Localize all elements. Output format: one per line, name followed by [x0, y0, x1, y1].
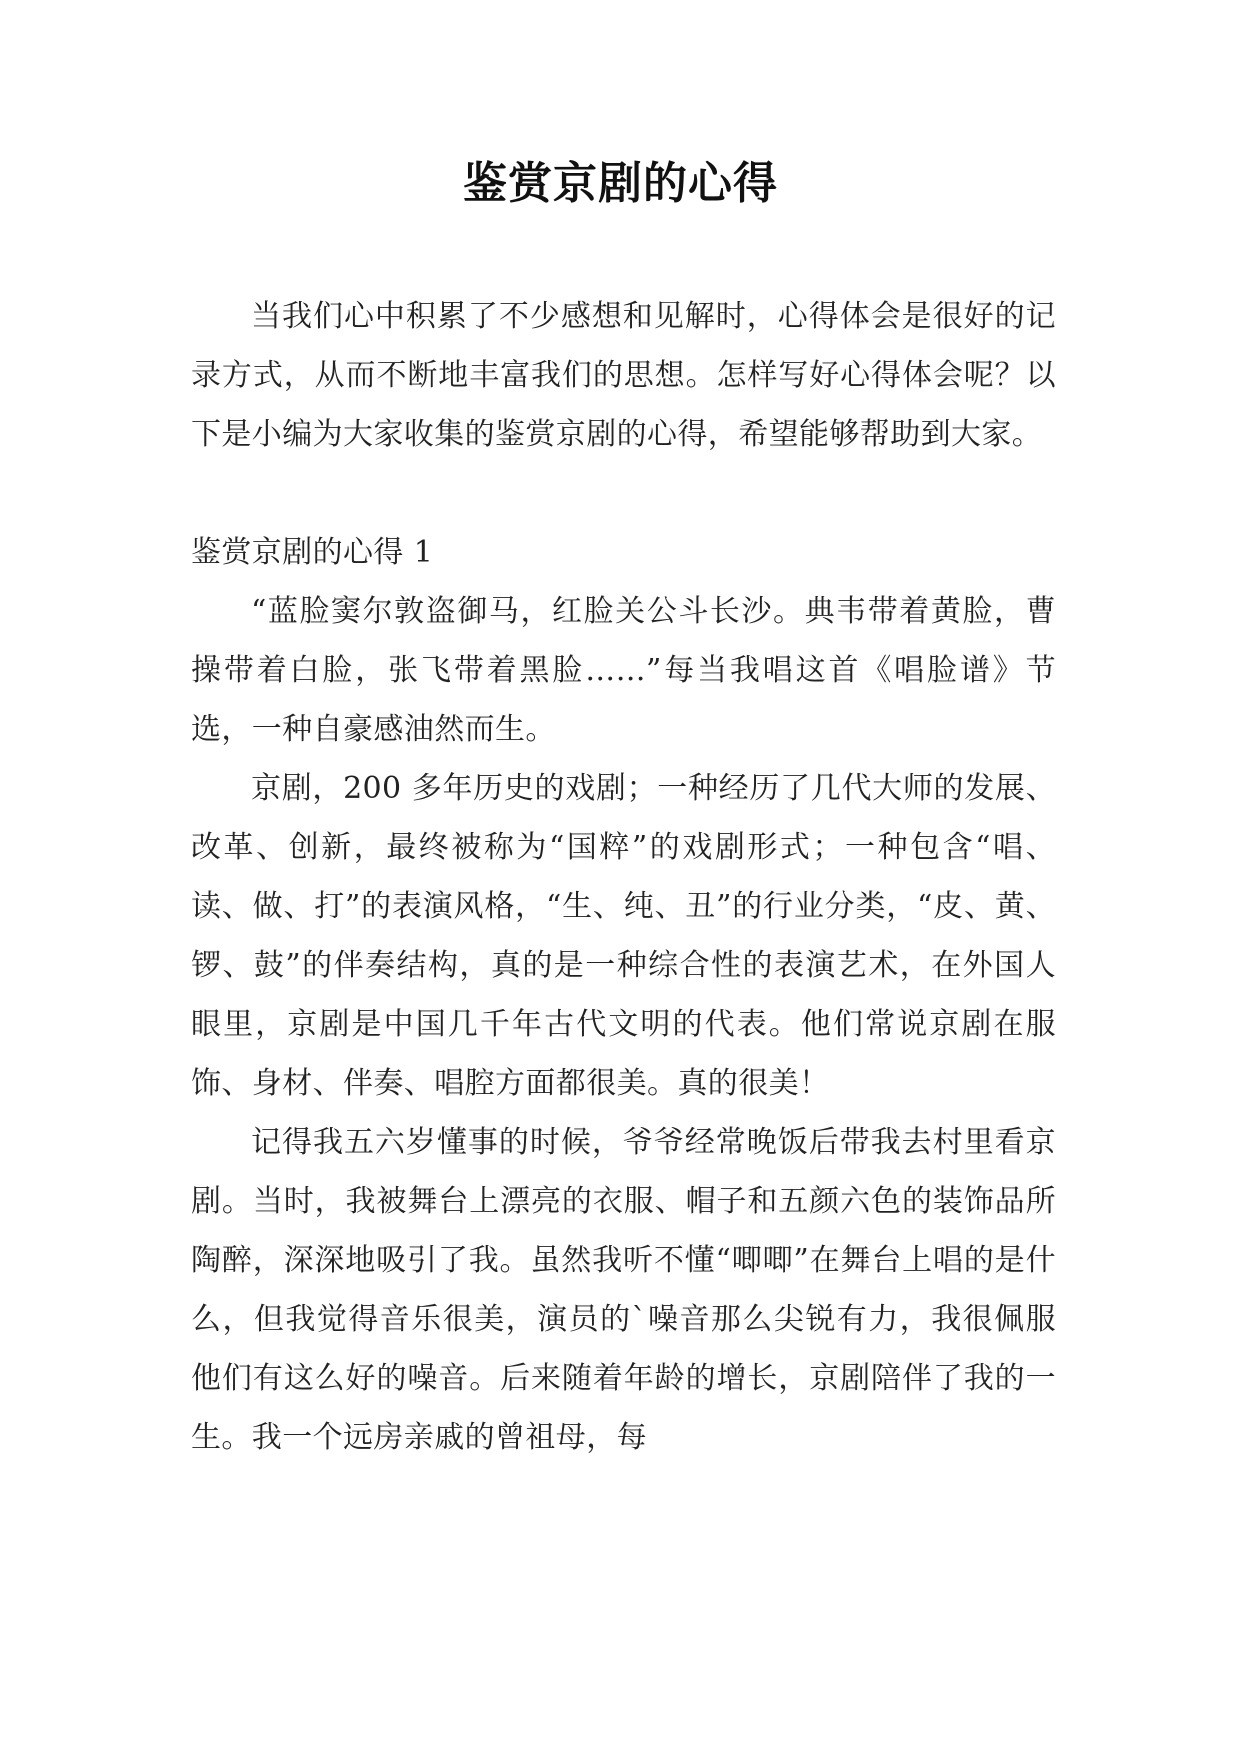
document-title: 鉴赏京剧的心得: [463, 158, 778, 209]
body-paragraph-3: 记得我五六岁懂事的时候，爷爷经常晚饭后带我去村里看京剧。当时，我被舞台上漂亮的衣服、帽子和五颜六色的装饰品所陶醉，深深地吸引了我。虽然我听不懂“唧唧”在舞台上唱的是什么，但我觉得音乐很美，演员的`噪音那么尖锐有力，我很佩服他们有这么好的噪音。后来随着年龄的增长，京剧陪伴了我的一生。我一个远房亲戚的曾祖母，每: [191, 1125, 1056, 1455]
section-heading: 鉴赏京剧的心得 1: [191, 535, 434, 570]
body-paragraph-2: 京剧，200 多年历史的戏剧；一种经历了几代大师的发展、改革、创新，最终被称为“国粹”的戏剧形式；一种包含“唱、读、做、打”的表演风格，“生、纯、丑”的行业分类，“皮、黄、锣、鼓”的伴奏结构，真的是一种综合性的表演艺术，在外国人眼里，京剧是中国几千年古代文明的代表。他们常说京剧在服饰、身材、伴奏、唱腔方面都很美。真的很美！: [191, 771, 1056, 1101]
intro-paragraph: 当我们心中积累了不少感想和见解时，心得体会是很好的记录方式，从而不断地丰富我们的思想。怎样写好心得体会呢？以下是小编为大家收集的鉴赏京剧的心得，希望能够帮助到大家。: [191, 299, 1056, 452]
body-paragraph-1: “蓝脸窦尔敦盗御马，红脸关公斗长沙。典韦带着黄脸，曹操带着白脸，张飞带着黑脸……”每当我唱这首《唱脸谱》节选，一种自豪感油然而生。: [191, 594, 1056, 747]
document-body: [191, 287, 1056, 1467]
